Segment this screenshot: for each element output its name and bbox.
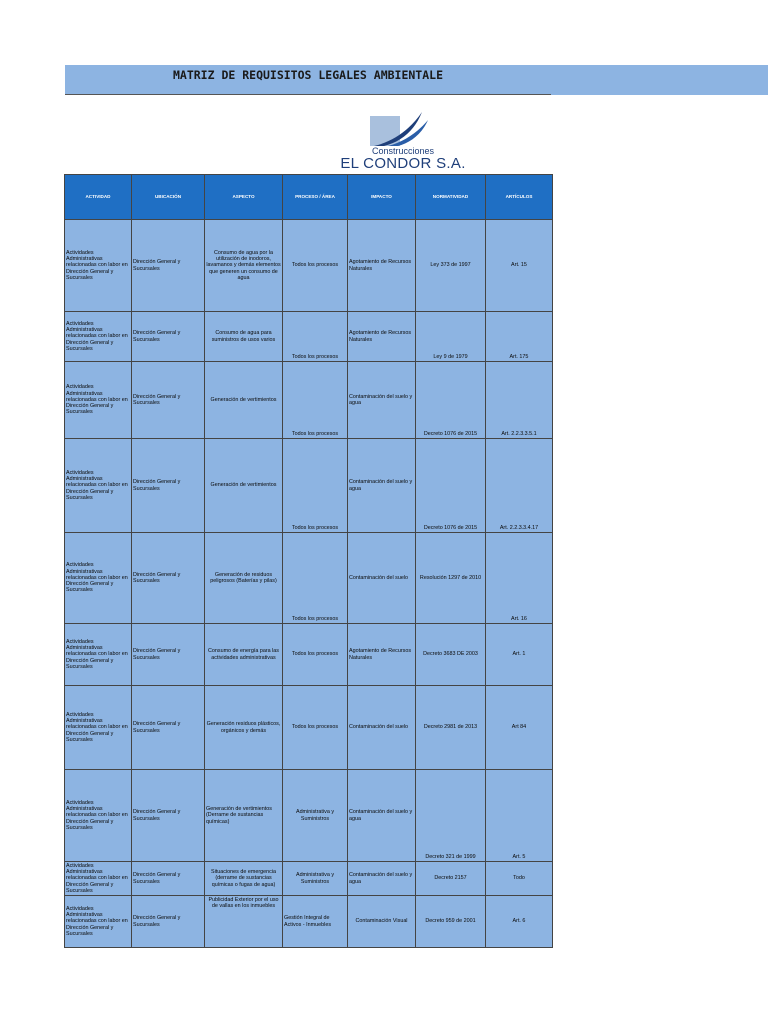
cell-ubicacion: Dirección General y Sucursales xyxy=(132,624,205,686)
cell-aspecto: Generación de residuos peligrosos (Baterías y pilas) xyxy=(205,533,283,624)
condor-wing-icon xyxy=(370,112,436,146)
cell-impacto: Contaminación del suelo y agua xyxy=(348,439,416,533)
cell-ubicacion: Dirección General y Sucursales xyxy=(132,362,205,439)
cell-aspecto: Generación de vertimientos (Derrame de sustancias químicas) xyxy=(205,770,283,862)
cell-articulos: Art. 16 xyxy=(486,533,553,624)
table-header-row xyxy=(65,175,553,220)
cell-aspecto: Publicidad Exterior por el uso de vallas en los inmuebles xyxy=(205,896,283,948)
cell-aspecto: Generación de vertimientos xyxy=(205,439,283,533)
cell-articulos: Art 84 xyxy=(486,686,553,770)
table-row xyxy=(65,220,553,312)
document-title: MATRIZ DE REQUISITOS LEGALES AMBIENTALE xyxy=(172,68,444,82)
cell-articulos: Art. 2.2.3.3.4.17 xyxy=(486,439,553,533)
table-row xyxy=(65,896,553,948)
cell-actividad: Actividades Administrativas relacionadas con labor en Dirección General y Sucursales xyxy=(65,770,132,862)
cell-ubicacion: Dirección General y Sucursales xyxy=(132,439,205,533)
cell-proceso: Todos los procesos xyxy=(283,362,348,439)
company-logo xyxy=(328,112,478,170)
cell-proceso: Gestión Integral de Activos - Inmuebles xyxy=(283,896,348,948)
cell-proceso: Administrativa y Suministros xyxy=(283,770,348,862)
table-row xyxy=(65,533,553,624)
cell-impacto: Agotamiento de Recursos Naturales xyxy=(348,624,416,686)
logo-line1: Construcciones xyxy=(371,146,435,156)
table-row xyxy=(65,439,553,533)
cell-actividad: Actividades Administrativas relacionadas con labor en Dirección General y Sucursales xyxy=(65,862,132,896)
cell-normatividad: Resolución 1297 de 2010 xyxy=(416,533,486,624)
header-aspecto: ASPECTO xyxy=(205,175,283,220)
cell-actividad: Actividades Administrativas relacionadas con labor en Dirección General y Sucursales xyxy=(65,220,132,312)
cell-articulos: Art. 1 xyxy=(486,624,553,686)
cell-ubicacion: Dirección General y Sucursales xyxy=(132,862,205,896)
cell-actividad: Actividades Administrativas relacionadas con labor en Dirección General y Sucursales xyxy=(65,533,132,624)
header-normatividad: NORMATIVIDAD xyxy=(416,175,486,220)
cell-actividad: Actividades Administrativas relacionadas con labor en Dirección General y Sucursales xyxy=(65,312,132,362)
cell-proceso: Todos los procesos xyxy=(283,220,348,312)
requirements-table xyxy=(64,174,553,948)
cell-normatividad: Ley 373 de 1997 xyxy=(416,220,486,312)
cell-normatividad: Decreto 959 de 2001 xyxy=(416,896,486,948)
cell-actividad: Actividades Administrativas relacionadas con labor en Dirección General y Sucursales xyxy=(65,624,132,686)
cell-normatividad: Decreto 1076 de 2015 xyxy=(416,439,486,533)
cell-ubicacion: Dirección General y Sucursales xyxy=(132,312,205,362)
cell-normatividad: Ley 9 de 1979 xyxy=(416,312,486,362)
cell-ubicacion: Dirección General y Sucursales xyxy=(132,220,205,312)
cell-actividad: Actividades Administrativas relacionadas con labor en Dirección General y Sucursales xyxy=(65,362,132,439)
cell-impacto: Agotamiento de Recursos Naturales xyxy=(348,220,416,312)
cell-ubicacion: Dirección General y Sucursales xyxy=(132,686,205,770)
cell-impacto: Contaminación del suelo y agua xyxy=(348,770,416,862)
table-row xyxy=(65,862,553,896)
cell-impacto: Contaminación del suelo y agua xyxy=(348,362,416,439)
cell-articulos: Art. 2.2.3.3.5.1 xyxy=(486,362,553,439)
table-row xyxy=(65,624,553,686)
title-divider xyxy=(65,94,551,95)
cell-actividad: Actividades Administrativas relacionadas con labor en Dirección General y Sucursales xyxy=(65,896,132,948)
cell-aspecto: Consumo de agua por la utilización de inodoros, lavamanos y demás elementos que generen un consumo de agua xyxy=(205,220,283,312)
cell-aspecto: Consumo de agua para suministros de usos varios xyxy=(205,312,283,362)
cell-actividad: Actividades Administrativas relacionadas con labor en Dirección General y Sucursales xyxy=(65,686,132,770)
cell-aspecto: Consumo de energía para las actividades administrativas xyxy=(205,624,283,686)
cell-proceso: Administrativa y Suministros xyxy=(283,862,348,896)
cell-articulos: Art. 5 xyxy=(486,770,553,862)
cell-impacto: Contaminación Visual xyxy=(348,896,416,948)
table-row xyxy=(65,770,553,862)
table-row xyxy=(65,312,553,362)
cell-normatividad: Decreto 2981 de 2013 xyxy=(416,686,486,770)
header-ubicacion: UBICACIÓN xyxy=(132,175,205,220)
logo-line2: EL CONDOR S.A. xyxy=(340,155,466,172)
table-row xyxy=(65,686,553,770)
cell-impacto: Contaminación del suelo xyxy=(348,533,416,624)
cell-articulos: Art. 15 xyxy=(486,220,553,312)
cell-aspecto: Generación residuos plásticos, orgánicos y demás xyxy=(205,686,283,770)
cell-proceso: Todos los procesos xyxy=(283,533,348,624)
cell-articulos: Art. 175 xyxy=(486,312,553,362)
cell-actividad: Actividades Administrativas relacionadas con labor en Dirección General y Sucursales xyxy=(65,439,132,533)
cell-impacto: Contaminación del suelo xyxy=(348,686,416,770)
cell-impacto: Contaminación del suelo y agua xyxy=(348,862,416,896)
cell-proceso: Todos los procesos xyxy=(283,686,348,770)
table-row xyxy=(65,362,553,439)
cell-proceso: Todos los procesos xyxy=(283,312,348,362)
cell-proceso: Todos los procesos xyxy=(283,624,348,686)
cell-ubicacion: Dirección General y Sucursales xyxy=(132,533,205,624)
header-articulos: ARTÍCULOS xyxy=(486,175,553,220)
cell-impacto: Agotamiento de Recursos Naturales xyxy=(348,312,416,362)
cell-articulos: Todo xyxy=(486,862,553,896)
cell-normatividad: Decreto 321 de 1999 xyxy=(416,770,486,862)
cell-aspecto: Situaciones de emergencia (derrame de sustancias químicas o fugas de agua) xyxy=(205,862,283,896)
cell-aspecto: Generación de vertimientos xyxy=(205,362,283,439)
header-actividad: ACTIVIDAD xyxy=(65,175,132,220)
header-impacto: IMPACTO xyxy=(348,175,416,220)
cell-normatividad: Decreto 1076 de 2015 xyxy=(416,362,486,439)
cell-proceso: Todos los procesos xyxy=(283,439,348,533)
cell-normatividad: Decreto 3683 DE 2003 xyxy=(416,624,486,686)
cell-normatividad: Decreto 2157 xyxy=(416,862,486,896)
cell-ubicacion: Dirección General y Sucursales xyxy=(132,896,205,948)
cell-ubicacion: Dirección General y Sucursales xyxy=(132,770,205,862)
header-proceso: PROCESO / ÁREA xyxy=(283,175,348,220)
cell-articulos: Art. 6 xyxy=(486,896,553,948)
